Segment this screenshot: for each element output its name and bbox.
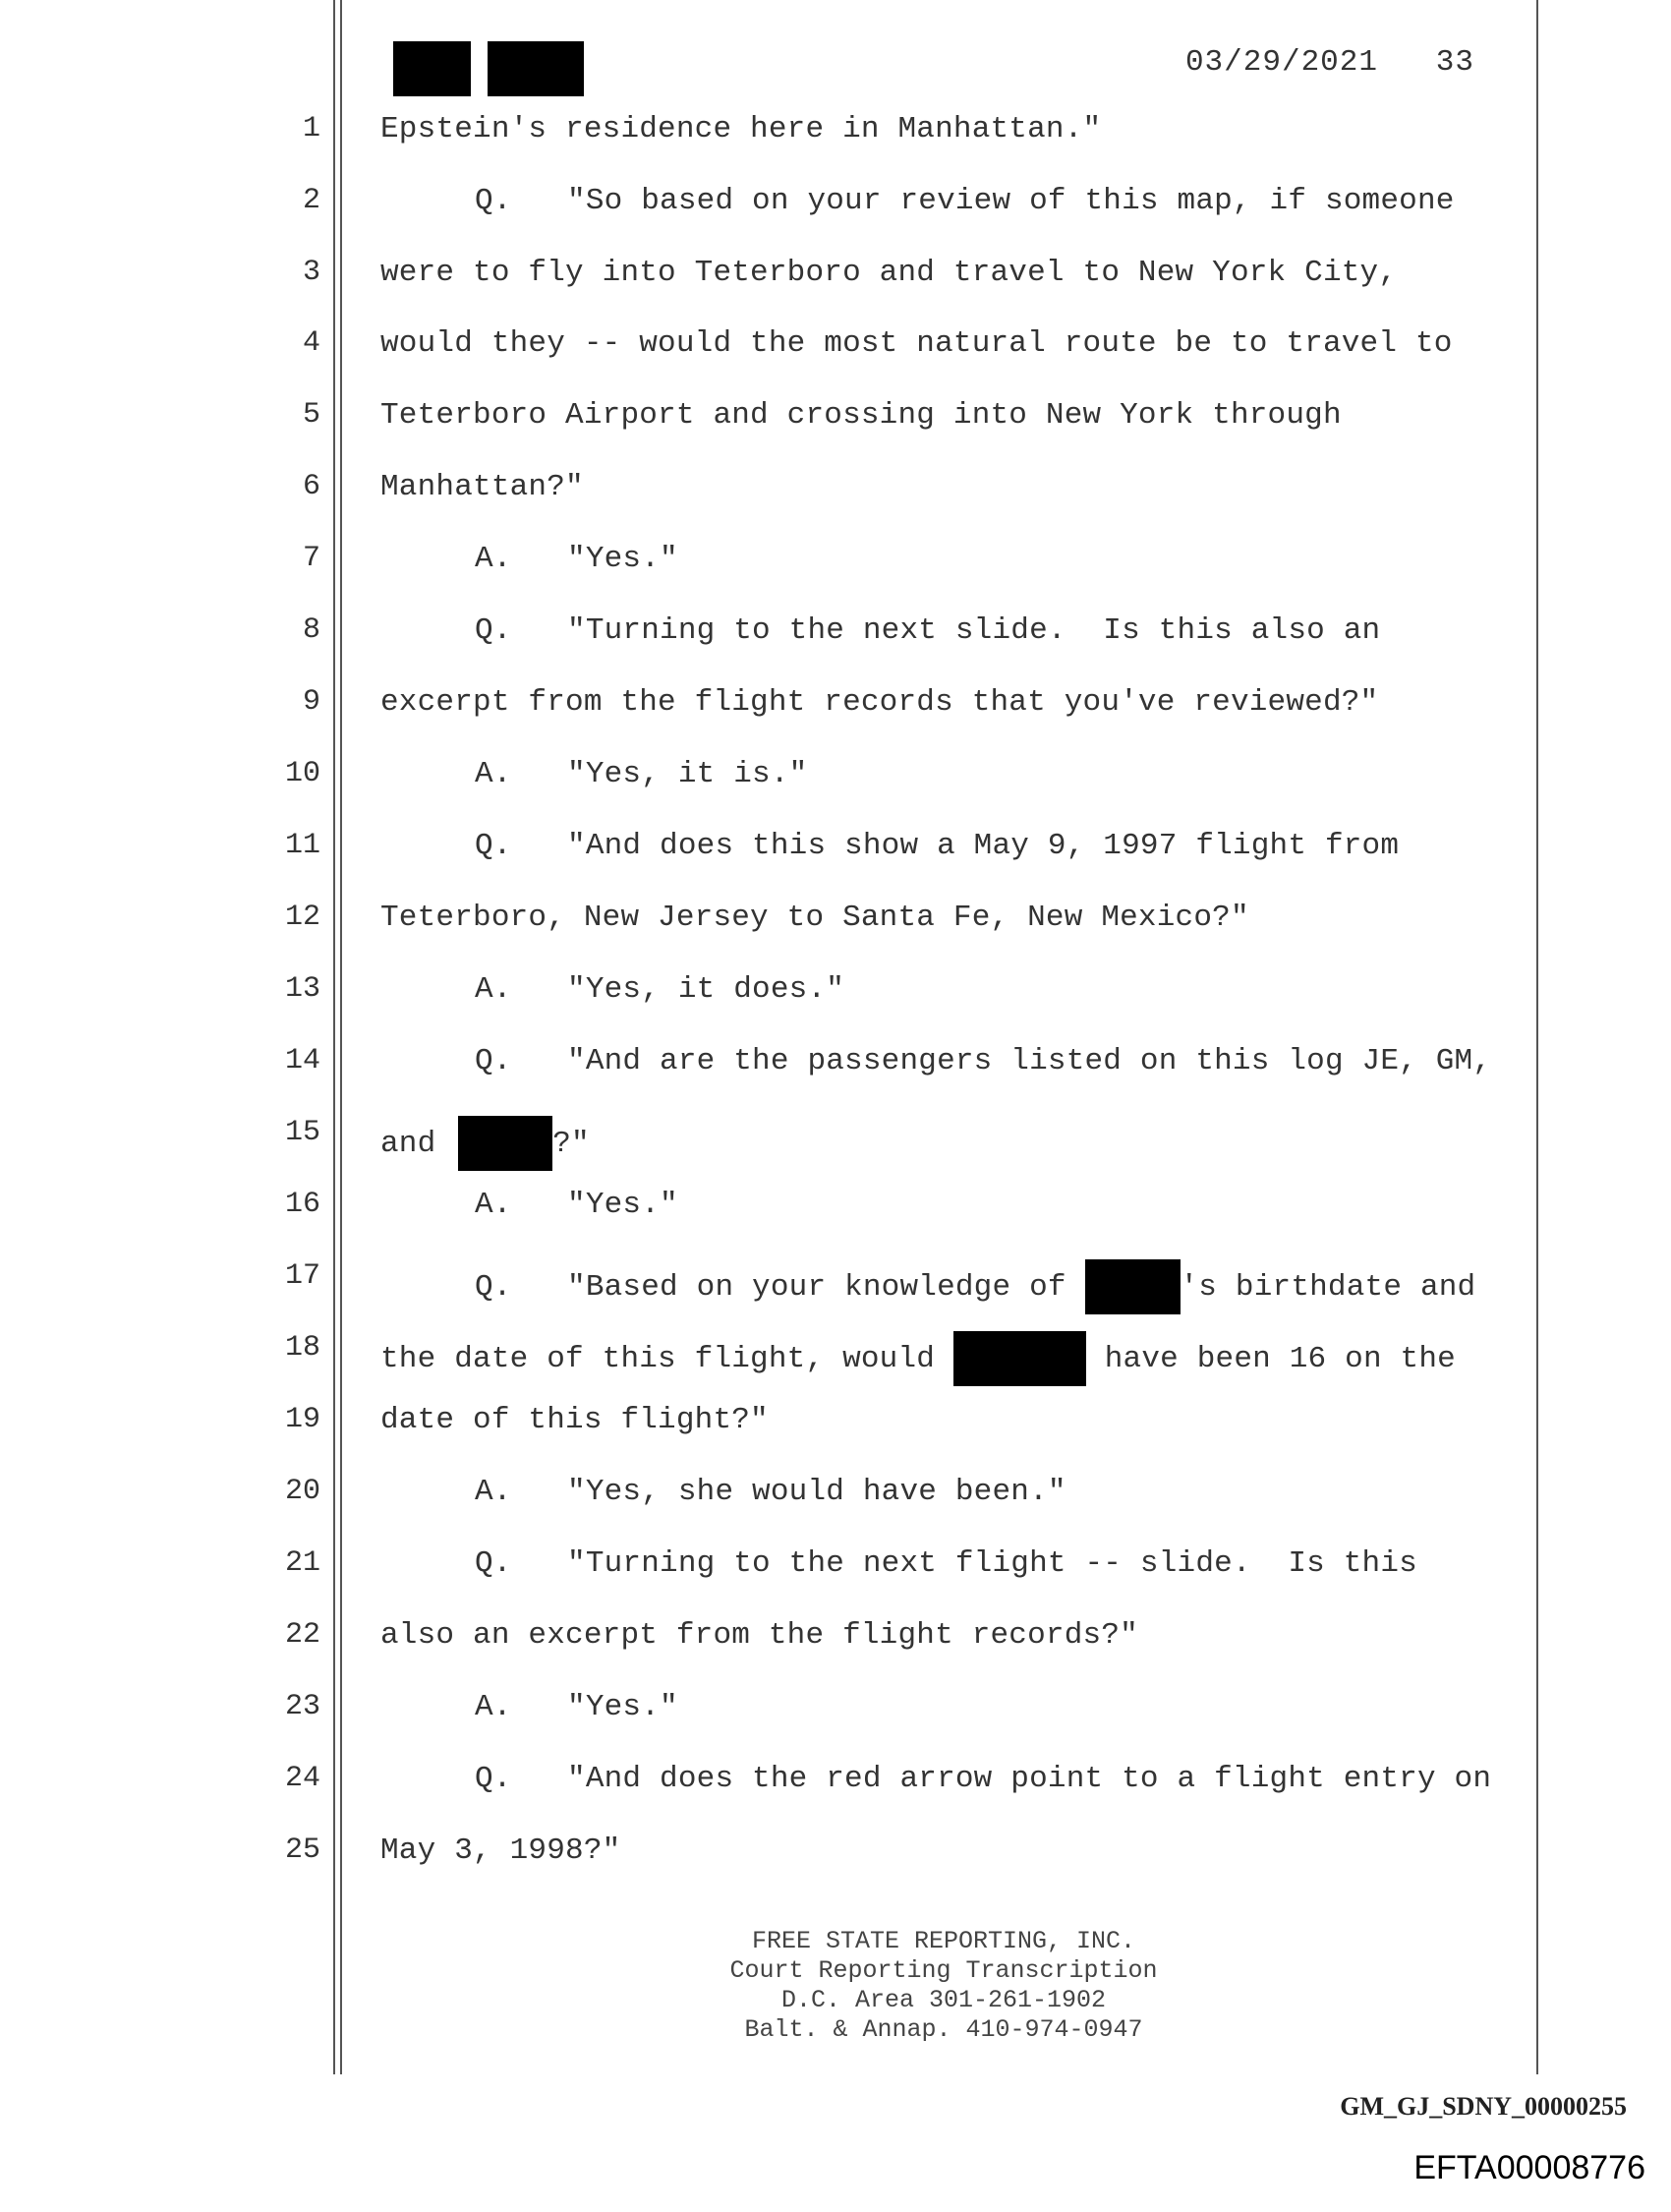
margin-rule-right (1536, 0, 1538, 2074)
line-number: 3 (302, 256, 320, 289)
transcript-line: Teterboro, New Jersey to Santa Fe, New Mexico?" (380, 901, 1249, 935)
footer-phone-balt: Balt. & Annap. 410-974-0947 (744, 2015, 1143, 2044)
footer-company: FREE STATE REPORTING, INC. (751, 1927, 1136, 1955)
line-text-segment: and (380, 1127, 455, 1162)
transcript-line: date of this flight?" (380, 1403, 769, 1437)
redaction-box (488, 41, 584, 96)
line-number: 23 (284, 1690, 320, 1723)
transcript-line: May 3, 1998?" (380, 1834, 621, 1868)
line-number: 7 (302, 542, 320, 575)
margin-rule-left-inner (340, 0, 342, 2074)
margin-rule-left-outer (333, 0, 335, 2074)
line-number: 8 (302, 613, 320, 647)
footer-service: Court Reporting Transcription (729, 1956, 1158, 1985)
line-number: 5 (302, 398, 320, 432)
line-number: 15 (284, 1116, 320, 1149)
transcript-line (380, 1331, 1456, 1386)
line-number: 2 (302, 184, 320, 217)
transcript-line: Manhattan?" (380, 470, 584, 504)
transcript-line: were to fly into Teterboro and travel to New York City, (380, 256, 1398, 290)
transcript-line (380, 1116, 590, 1171)
line-text-segment: the date of this flight, would (380, 1342, 953, 1377)
line-number: 9 (302, 685, 320, 719)
line-number: 13 (284, 972, 320, 1006)
line-number: 17 (284, 1259, 320, 1293)
transcript-line: Q. "So based on your review of this map, if someone (475, 184, 1455, 218)
line-number: 19 (284, 1403, 320, 1436)
transcript-line: A. "Yes, it does." (475, 972, 845, 1007)
line-number: 16 (284, 1188, 320, 1221)
line-text-segment: have been 16 on the (1085, 1342, 1456, 1377)
transcript-line: would they -- would the most natural route be to travel to (380, 326, 1453, 361)
transcript-line: A. "Yes, she would have been." (475, 1475, 1066, 1509)
line-number: 18 (284, 1331, 320, 1365)
line-text-segment: 's birthdate and (1180, 1270, 1476, 1306)
transcript-line: Epstein's residence here in Manhattan." (380, 112, 1102, 146)
line-text-segment: ?" (552, 1127, 590, 1162)
transcript-line: Teterboro Airport and crossing into New York through (380, 398, 1342, 433)
line-number: 4 (302, 326, 320, 360)
transcript-line: A. "Yes, it is." (475, 757, 808, 791)
transcript-line: also an excerpt from the flight records?" (380, 1618, 1138, 1653)
line-number: 11 (284, 829, 320, 862)
line-number: 10 (284, 757, 320, 790)
redaction-box (1085, 1259, 1181, 1314)
transcript-line: Q. "And are the passengers listed on this log JE, GM, (475, 1044, 1492, 1078)
line-number: 25 (284, 1834, 320, 1867)
document-id: EFTA00008776 (1413, 2149, 1645, 2186)
transcript-line: A. "Yes." (475, 1690, 678, 1724)
date-page-number: 03/29/2021 33 (1184, 45, 1474, 80)
redaction-box (458, 1116, 552, 1171)
transcript-line: Q. "Turning to the next flight -- slide. Is this (475, 1546, 1417, 1581)
line-number: 6 (302, 470, 320, 503)
line-number: 24 (284, 1762, 320, 1795)
line-number: 14 (284, 1044, 320, 1077)
transcript-line: excerpt from the flight records that you've reviewed?" (380, 685, 1379, 720)
bates-number: GM_GJ_SDNY_00000255 (1340, 2092, 1627, 2121)
redaction-box (393, 41, 471, 96)
line-number: 22 (284, 1618, 320, 1652)
transcript-line: A. "Yes." (475, 542, 678, 576)
line-number: 20 (284, 1475, 320, 1508)
line-number: 21 (284, 1546, 320, 1580)
footer-phone-dc: D.C. Area 301-261-1902 (780, 1986, 1107, 2014)
transcript-line: Q. "Turning to the next slide. Is this also an (475, 613, 1381, 648)
page-header (393, 41, 1474, 96)
transcript-line: Q. "And does the red arrow point to a flight entry on (475, 1762, 1492, 1796)
line-text-segment: Q. "Based on your knowledge of (475, 1270, 1085, 1306)
line-number: 1 (302, 112, 320, 146)
redaction-box (953, 1331, 1086, 1386)
transcript-line: A. "Yes." (475, 1188, 678, 1222)
reporter-footer (550, 1927, 1337, 2045)
line-number: 12 (284, 901, 320, 934)
transcript-line: Q. "And does this show a May 9, 1997 flight from (475, 829, 1400, 863)
transcript-line (380, 1259, 1475, 1314)
